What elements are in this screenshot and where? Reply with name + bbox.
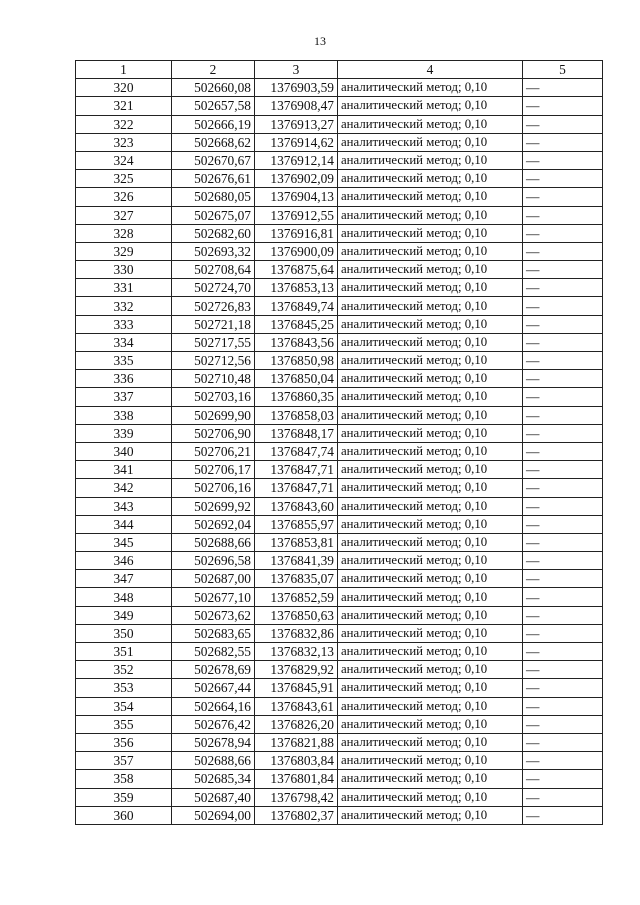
dash-value: — xyxy=(526,498,540,514)
table-row xyxy=(76,151,603,169)
point-number-cell: 349 xyxy=(76,606,172,624)
point-number-cell: 338 xyxy=(76,406,172,424)
point-number-cell: 358 xyxy=(76,770,172,788)
x-coordinate-cell: 502706,17 xyxy=(172,461,255,479)
x-coordinate-cell: 502664,16 xyxy=(172,697,255,715)
point-number-cell: 348 xyxy=(76,588,172,606)
method-cell: аналитический метод; 0,10 xyxy=(338,170,523,188)
description-cell xyxy=(523,497,603,515)
description-cell xyxy=(523,752,603,770)
description-cell xyxy=(523,697,603,715)
x-coordinate-cell: 502712,56 xyxy=(172,352,255,370)
table-header-row xyxy=(76,61,603,79)
description-cell xyxy=(523,133,603,151)
point-number-cell: 355 xyxy=(76,715,172,733)
dash-value: — xyxy=(526,571,540,587)
method-cell: аналитический метод; 0,10 xyxy=(338,570,523,588)
y-coordinate-cell: 1376832,86 xyxy=(255,624,338,642)
point-number-cell: 328 xyxy=(76,224,172,242)
dash-value: — xyxy=(526,589,540,605)
method-cell: аналитический метод; 0,10 xyxy=(338,679,523,697)
y-coordinate-cell: 1376908,47 xyxy=(255,97,338,115)
dash-value: — xyxy=(526,735,540,751)
point-number-cell: 332 xyxy=(76,297,172,315)
dash-value: — xyxy=(526,334,540,350)
x-coordinate-cell: 502706,21 xyxy=(172,442,255,460)
x-coordinate-cell: 502717,55 xyxy=(172,333,255,351)
header-col-3: 3 xyxy=(255,61,338,79)
description-cell xyxy=(523,352,603,370)
method-cell: аналитический метод; 0,10 xyxy=(338,624,523,642)
dash-value: — xyxy=(526,225,540,241)
method-cell: аналитический метод; 0,10 xyxy=(338,515,523,533)
dash-value: — xyxy=(526,480,540,496)
method-cell: аналитический метод; 0,10 xyxy=(338,297,523,315)
description-cell xyxy=(523,461,603,479)
dash-value: — xyxy=(526,698,540,714)
table-row xyxy=(76,643,603,661)
point-number-cell: 333 xyxy=(76,315,172,333)
y-coordinate-cell: 1376913,27 xyxy=(255,115,338,133)
page-number: 13 xyxy=(314,34,326,48)
description-cell xyxy=(523,151,603,169)
x-coordinate-cell: 502668,62 xyxy=(172,133,255,151)
point-number-cell: 336 xyxy=(76,370,172,388)
table-row xyxy=(76,297,603,315)
y-coordinate-cell: 1376855,97 xyxy=(255,515,338,533)
x-coordinate-cell: 502724,70 xyxy=(172,279,255,297)
point-number-cell: 327 xyxy=(76,206,172,224)
x-coordinate-cell: 502676,42 xyxy=(172,715,255,733)
x-coordinate-cell: 502696,58 xyxy=(172,552,255,570)
dash-value: — xyxy=(526,153,540,169)
point-number-cell: 357 xyxy=(76,752,172,770)
x-coordinate-cell: 502682,60 xyxy=(172,224,255,242)
description-cell xyxy=(523,515,603,533)
description-cell xyxy=(523,479,603,497)
description-cell xyxy=(523,606,603,624)
coordinates-table xyxy=(75,60,603,825)
description-cell xyxy=(523,97,603,115)
method-cell: аналитический метод; 0,10 xyxy=(338,552,523,570)
dash-value: — xyxy=(526,607,540,623)
method-cell: аналитический метод; 0,10 xyxy=(338,115,523,133)
description-cell xyxy=(523,552,603,570)
table-row xyxy=(76,333,603,351)
dash-value: — xyxy=(526,425,540,441)
point-number-cell: 343 xyxy=(76,497,172,515)
y-coordinate-cell: 1376798,42 xyxy=(255,788,338,806)
description-cell xyxy=(523,624,603,642)
table-row xyxy=(76,242,603,260)
dash-value: — xyxy=(526,662,540,678)
y-coordinate-cell: 1376835,07 xyxy=(255,570,338,588)
method-cell: аналитический метод; 0,10 xyxy=(338,352,523,370)
method-cell: аналитический метод; 0,10 xyxy=(338,715,523,733)
table-row xyxy=(76,442,603,460)
dash-value: — xyxy=(526,189,540,205)
x-coordinate-cell: 502666,19 xyxy=(172,115,255,133)
table-row xyxy=(76,406,603,424)
y-coordinate-cell: 1376845,91 xyxy=(255,679,338,697)
table-row xyxy=(76,806,603,824)
x-coordinate-cell: 502685,34 xyxy=(172,770,255,788)
table-row xyxy=(76,515,603,533)
x-coordinate-cell: 502703,16 xyxy=(172,388,255,406)
dash-value: — xyxy=(526,407,540,423)
dash-value: — xyxy=(526,444,540,460)
method-cell: аналитический метод; 0,10 xyxy=(338,643,523,661)
table-row xyxy=(76,206,603,224)
point-number-cell: 344 xyxy=(76,515,172,533)
method-cell: аналитический метод; 0,10 xyxy=(338,315,523,333)
description-cell xyxy=(523,788,603,806)
x-coordinate-cell: 502682,55 xyxy=(172,643,255,661)
method-cell: аналитический метод; 0,10 xyxy=(338,406,523,424)
y-coordinate-cell: 1376826,20 xyxy=(255,715,338,733)
method-cell: аналитический метод; 0,10 xyxy=(338,661,523,679)
point-number-cell: 324 xyxy=(76,151,172,169)
description-cell xyxy=(523,806,603,824)
x-coordinate-cell: 502710,48 xyxy=(172,370,255,388)
point-number-cell: 360 xyxy=(76,806,172,824)
dash-value: — xyxy=(526,280,540,296)
method-cell: аналитический метод; 0,10 xyxy=(338,79,523,97)
dash-value: — xyxy=(526,298,540,314)
description-cell xyxy=(523,79,603,97)
dash-value: — xyxy=(526,134,540,150)
dash-value: — xyxy=(526,98,540,114)
description-cell xyxy=(523,388,603,406)
method-cell: аналитический метод; 0,10 xyxy=(338,479,523,497)
method-cell: аналитический метод; 0,10 xyxy=(338,388,523,406)
method-cell: аналитический метод; 0,10 xyxy=(338,188,523,206)
point-number-cell: 351 xyxy=(76,643,172,661)
dash-value: — xyxy=(526,644,540,660)
method-cell: аналитический метод; 0,10 xyxy=(338,333,523,351)
method-cell: аналитический метод; 0,10 xyxy=(338,461,523,479)
y-coordinate-cell: 1376821,88 xyxy=(255,733,338,751)
y-coordinate-cell: 1376912,55 xyxy=(255,206,338,224)
point-number-cell: 337 xyxy=(76,388,172,406)
table-row xyxy=(76,170,603,188)
header-col-4: 4 xyxy=(338,61,523,79)
description-cell xyxy=(523,224,603,242)
point-number-cell: 335 xyxy=(76,352,172,370)
dash-value: — xyxy=(526,680,540,696)
dash-value: — xyxy=(526,262,540,278)
point-number-cell: 359 xyxy=(76,788,172,806)
method-cell: аналитический метод; 0,10 xyxy=(338,588,523,606)
table-row xyxy=(76,97,603,115)
description-cell xyxy=(523,261,603,279)
x-coordinate-cell: 502683,65 xyxy=(172,624,255,642)
x-coordinate-cell: 502670,67 xyxy=(172,151,255,169)
dash-value: — xyxy=(526,807,540,823)
table-row xyxy=(76,588,603,606)
method-cell: аналитический метод; 0,10 xyxy=(338,806,523,824)
method-cell: аналитический метод; 0,10 xyxy=(338,770,523,788)
y-coordinate-cell: 1376912,14 xyxy=(255,151,338,169)
method-cell: аналитический метод; 0,10 xyxy=(338,497,523,515)
dash-value: — xyxy=(526,716,540,732)
point-number-cell: 330 xyxy=(76,261,172,279)
table-row xyxy=(76,424,603,442)
y-coordinate-cell: 1376916,81 xyxy=(255,224,338,242)
table-row xyxy=(76,224,603,242)
y-coordinate-cell: 1376829,92 xyxy=(255,661,338,679)
dash-value: — xyxy=(526,753,540,769)
table-row xyxy=(76,552,603,570)
y-coordinate-cell: 1376858,03 xyxy=(255,406,338,424)
table-row xyxy=(76,679,603,697)
method-cell: аналитический метод; 0,10 xyxy=(338,752,523,770)
point-number-cell: 334 xyxy=(76,333,172,351)
x-coordinate-cell: 502726,83 xyxy=(172,297,255,315)
point-number-cell: 347 xyxy=(76,570,172,588)
method-cell: аналитический метод; 0,10 xyxy=(338,370,523,388)
y-coordinate-cell: 1376832,13 xyxy=(255,643,338,661)
description-cell xyxy=(523,424,603,442)
method-cell: аналитический метод; 0,10 xyxy=(338,261,523,279)
y-coordinate-cell: 1376847,71 xyxy=(255,461,338,479)
dash-value: — xyxy=(526,353,540,369)
x-coordinate-cell: 502688,66 xyxy=(172,752,255,770)
y-coordinate-cell: 1376914,62 xyxy=(255,133,338,151)
table-row xyxy=(76,697,603,715)
dash-value: — xyxy=(526,80,540,96)
table-row xyxy=(76,606,603,624)
y-coordinate-cell: 1376853,81 xyxy=(255,533,338,551)
table-row xyxy=(76,788,603,806)
x-coordinate-cell: 502688,66 xyxy=(172,533,255,551)
y-coordinate-cell: 1376802,37 xyxy=(255,806,338,824)
table-row xyxy=(76,661,603,679)
table-row xyxy=(76,733,603,751)
x-coordinate-cell: 502677,10 xyxy=(172,588,255,606)
description-cell xyxy=(523,661,603,679)
description-cell xyxy=(523,370,603,388)
y-coordinate-cell: 1376875,64 xyxy=(255,261,338,279)
description-cell xyxy=(523,279,603,297)
table-row xyxy=(76,388,603,406)
method-cell: аналитический метод; 0,10 xyxy=(338,97,523,115)
description-cell xyxy=(523,733,603,751)
dash-value: — xyxy=(526,243,540,259)
header-col-5: 5 xyxy=(523,61,603,79)
description-cell xyxy=(523,315,603,333)
x-coordinate-cell: 502676,61 xyxy=(172,170,255,188)
dash-value: — xyxy=(526,771,540,787)
y-coordinate-cell: 1376843,61 xyxy=(255,697,338,715)
y-coordinate-cell: 1376850,63 xyxy=(255,606,338,624)
x-coordinate-cell: 502660,08 xyxy=(172,79,255,97)
point-number-cell: 325 xyxy=(76,170,172,188)
method-cell: аналитический метод; 0,10 xyxy=(338,788,523,806)
description-cell xyxy=(523,406,603,424)
y-coordinate-cell: 1376843,56 xyxy=(255,333,338,351)
method-cell: аналитический метод; 0,10 xyxy=(338,133,523,151)
point-number-cell: 340 xyxy=(76,442,172,460)
x-coordinate-cell: 502667,44 xyxy=(172,679,255,697)
point-number-cell: 353 xyxy=(76,679,172,697)
point-number-cell: 350 xyxy=(76,624,172,642)
x-coordinate-cell: 502693,32 xyxy=(172,242,255,260)
dash-value: — xyxy=(526,462,540,478)
y-coordinate-cell: 1376843,60 xyxy=(255,497,338,515)
description-cell xyxy=(523,206,603,224)
method-cell: аналитический метод; 0,10 xyxy=(338,424,523,442)
table-row xyxy=(76,533,603,551)
point-number-cell: 331 xyxy=(76,279,172,297)
dash-value: — xyxy=(526,316,540,332)
table-row xyxy=(76,624,603,642)
point-number-cell: 321 xyxy=(76,97,172,115)
x-coordinate-cell: 502678,94 xyxy=(172,733,255,751)
header-col-1: 1 xyxy=(76,61,172,79)
description-cell xyxy=(523,679,603,697)
point-number-cell: 354 xyxy=(76,697,172,715)
y-coordinate-cell: 1376847,71 xyxy=(255,479,338,497)
description-cell xyxy=(523,442,603,460)
y-coordinate-cell: 1376841,39 xyxy=(255,552,338,570)
method-cell: аналитический метод; 0,10 xyxy=(338,606,523,624)
point-number-cell: 329 xyxy=(76,242,172,260)
description-cell xyxy=(523,333,603,351)
table-row xyxy=(76,497,603,515)
table-row xyxy=(76,261,603,279)
description-cell xyxy=(523,170,603,188)
x-coordinate-cell: 502708,64 xyxy=(172,261,255,279)
method-cell: аналитический метод; 0,10 xyxy=(338,151,523,169)
dash-value: — xyxy=(526,116,540,132)
x-coordinate-cell: 502721,18 xyxy=(172,315,255,333)
y-coordinate-cell: 1376849,74 xyxy=(255,297,338,315)
point-number-cell: 320 xyxy=(76,79,172,97)
description-cell xyxy=(523,533,603,551)
y-coordinate-cell: 1376900,09 xyxy=(255,242,338,260)
dash-value: — xyxy=(526,534,540,550)
method-cell: аналитический метод; 0,10 xyxy=(338,242,523,260)
description-cell xyxy=(523,643,603,661)
x-coordinate-cell: 502706,90 xyxy=(172,424,255,442)
y-coordinate-cell: 1376848,17 xyxy=(255,424,338,442)
method-cell: аналитический метод; 0,10 xyxy=(338,533,523,551)
method-cell: аналитический метод; 0,10 xyxy=(338,279,523,297)
y-coordinate-cell: 1376801,84 xyxy=(255,770,338,788)
dash-value: — xyxy=(526,625,540,641)
point-number-cell: 323 xyxy=(76,133,172,151)
table-row xyxy=(76,370,603,388)
y-coordinate-cell: 1376847,74 xyxy=(255,442,338,460)
dash-value: — xyxy=(526,789,540,805)
dash-value: — xyxy=(526,171,540,187)
x-coordinate-cell: 502678,69 xyxy=(172,661,255,679)
y-coordinate-cell: 1376904,13 xyxy=(255,188,338,206)
table-row xyxy=(76,479,603,497)
x-coordinate-cell: 502694,00 xyxy=(172,806,255,824)
point-number-cell: 346 xyxy=(76,552,172,570)
method-cell: аналитический метод; 0,10 xyxy=(338,697,523,715)
table-row xyxy=(76,770,603,788)
header-col-2: 2 xyxy=(172,61,255,79)
point-number-cell: 356 xyxy=(76,733,172,751)
x-coordinate-cell: 502687,00 xyxy=(172,570,255,588)
table-row xyxy=(76,133,603,151)
y-coordinate-cell: 1376803,84 xyxy=(255,752,338,770)
y-coordinate-cell: 1376850,04 xyxy=(255,370,338,388)
point-number-cell: 339 xyxy=(76,424,172,442)
description-cell xyxy=(523,242,603,260)
y-coordinate-cell: 1376853,13 xyxy=(255,279,338,297)
y-coordinate-cell: 1376850,98 xyxy=(255,352,338,370)
description-cell xyxy=(523,715,603,733)
point-number-cell: 322 xyxy=(76,115,172,133)
table-row xyxy=(76,352,603,370)
table-row xyxy=(76,752,603,770)
y-coordinate-cell: 1376903,59 xyxy=(255,79,338,97)
description-cell xyxy=(523,570,603,588)
description-cell xyxy=(523,115,603,133)
x-coordinate-cell: 502699,90 xyxy=(172,406,255,424)
description-cell xyxy=(523,188,603,206)
method-cell: аналитический метод; 0,10 xyxy=(338,224,523,242)
description-cell xyxy=(523,297,603,315)
x-coordinate-cell: 502687,40 xyxy=(172,788,255,806)
point-number-cell: 326 xyxy=(76,188,172,206)
method-cell: аналитический метод; 0,10 xyxy=(338,442,523,460)
x-coordinate-cell: 502692,04 xyxy=(172,515,255,533)
x-coordinate-cell: 502699,92 xyxy=(172,497,255,515)
point-number-cell: 341 xyxy=(76,461,172,479)
x-coordinate-cell: 502673,62 xyxy=(172,606,255,624)
y-coordinate-cell: 1376845,25 xyxy=(255,315,338,333)
dash-value: — xyxy=(526,207,540,223)
x-coordinate-cell: 502675,07 xyxy=(172,206,255,224)
point-number-cell: 342 xyxy=(76,479,172,497)
table-row xyxy=(76,315,603,333)
dash-value: — xyxy=(526,389,540,405)
point-number-cell: 345 xyxy=(76,533,172,551)
table-row xyxy=(76,279,603,297)
description-cell xyxy=(523,770,603,788)
dash-value: — xyxy=(526,553,540,569)
table-row xyxy=(76,715,603,733)
y-coordinate-cell: 1376852,59 xyxy=(255,588,338,606)
x-coordinate-cell: 502680,05 xyxy=(172,188,255,206)
y-coordinate-cell: 1376902,09 xyxy=(255,170,338,188)
x-coordinate-cell: 502657,58 xyxy=(172,97,255,115)
table-row xyxy=(76,461,603,479)
table-row xyxy=(76,115,603,133)
method-cell: аналитический метод; 0,10 xyxy=(338,733,523,751)
table-body xyxy=(76,79,603,825)
table-row xyxy=(76,188,603,206)
table-row xyxy=(76,570,603,588)
y-coordinate-cell: 1376860,35 xyxy=(255,388,338,406)
dash-value: — xyxy=(526,371,540,387)
table-row xyxy=(76,79,603,97)
point-number-cell: 352 xyxy=(76,661,172,679)
method-cell: аналитический метод; 0,10 xyxy=(338,206,523,224)
description-cell xyxy=(523,588,603,606)
dash-value: — xyxy=(526,516,540,532)
x-coordinate-cell: 502706,16 xyxy=(172,479,255,497)
